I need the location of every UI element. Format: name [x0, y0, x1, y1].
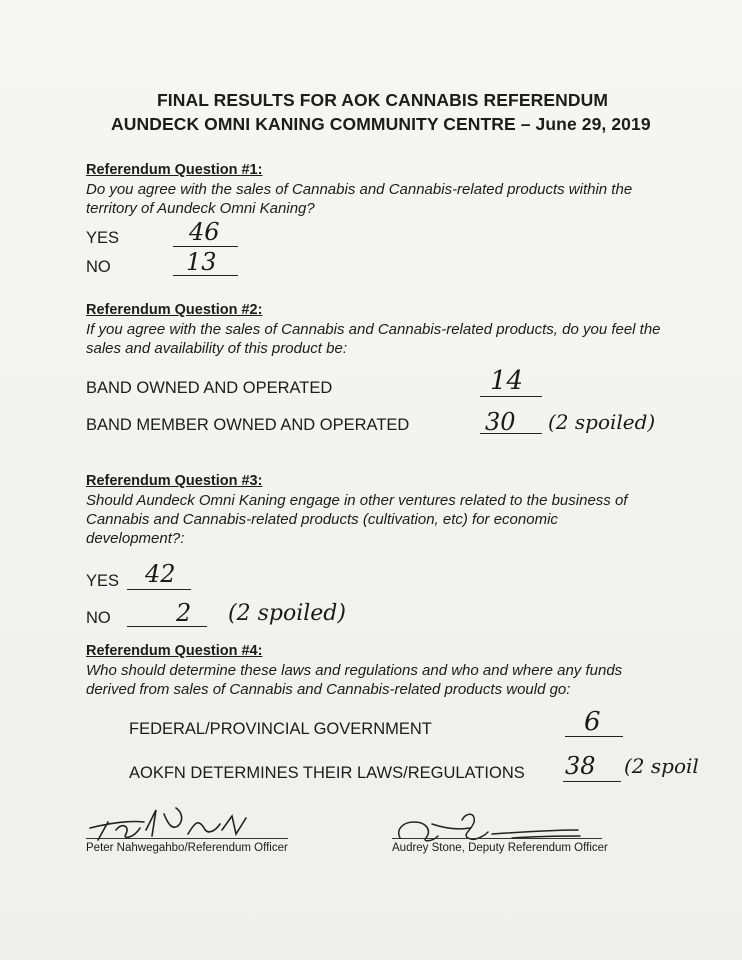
- q2-text: If you agree with the sales of Cannabis and Cannabis-related products, do you feel the sales and availability of this product be:: [86, 321, 661, 357]
- deputy-signature-line: [392, 838, 602, 839]
- q3-no-line: [127, 626, 207, 627]
- q1-yes-value: 46: [189, 218, 220, 246]
- q2-opt2-value: 30: [485, 408, 516, 436]
- q4-opt1-value: 6: [584, 707, 601, 737]
- q3-no-label: NO: [86, 609, 111, 627]
- q1-no-label: NO: [86, 258, 111, 276]
- q4-opt2-note: (2 spoil: [624, 754, 699, 778]
- officer-caption: Peter Nahwegahbo/Referendum Officer: [86, 842, 288, 854]
- q4-opt1-label: FEDERAL/PROVINCIAL GOVERNMENT: [129, 720, 432, 738]
- q4-text: Who should determine these laws and regulations and who and where any funds derived from sales of Cannabis and Cannabis-related products would go:: [86, 662, 623, 698]
- q2-heading: Referendum Question #2:: [86, 302, 263, 318]
- q1-yes-label: YES: [86, 229, 120, 247]
- q2-opt2-label: BAND MEMBER OWNED AND OPERATED: [86, 416, 410, 434]
- officer-signature-line: [86, 838, 288, 839]
- q3-no-value: 2: [176, 599, 192, 627]
- q1-heading: Referendum Question #1:: [86, 162, 263, 178]
- q4-opt2-label: AOKFN DETERMINES THEIR LAWS/REGULATIONS: [129, 764, 525, 782]
- q2-opt1-line: [480, 396, 542, 397]
- q2-opt2-note: (2 spoiled): [548, 410, 656, 434]
- document-title-line2: AUNDECK OMNI KANING COMMUNITY CENTRE – June 29, 2019: [111, 114, 651, 134]
- q3-no-note: (2 spoiled): [228, 601, 346, 626]
- q3-text: Should Aundeck Omni Kaning engage in other ventures related to the business of Cannabis and Cannabis-related products (cultivation, etc) for economic development?:: [86, 492, 628, 547]
- q4-opt2-line: [563, 781, 621, 782]
- deputy-caption: Audrey Stone, Deputy Referendum Officer: [392, 842, 608, 854]
- q2-opt1-label: BAND OWNED AND OPERATED: [86, 379, 333, 397]
- q3-yes-value: 42: [145, 560, 176, 588]
- q1-yes-line: [173, 246, 238, 247]
- q1-text: Do you agree with the sales of Cannabis and Cannabis-related products within the territory of Aundeck Omni Kaning?: [86, 181, 633, 217]
- q1-no-value: 13: [186, 248, 217, 276]
- q2-opt1-value: 14: [490, 366, 524, 396]
- q4-opt2-value: 38: [565, 752, 596, 780]
- q4-heading: Referendum Question #4:: [86, 643, 263, 659]
- document-title-line1: FINAL RESULTS FOR AOK CANNABIS REFERENDUM: [157, 90, 608, 110]
- q3-yes-label: YES: [86, 572, 120, 590]
- q3-yes-line: [127, 589, 191, 590]
- q3-heading: Referendum Question #3:: [86, 473, 263, 489]
